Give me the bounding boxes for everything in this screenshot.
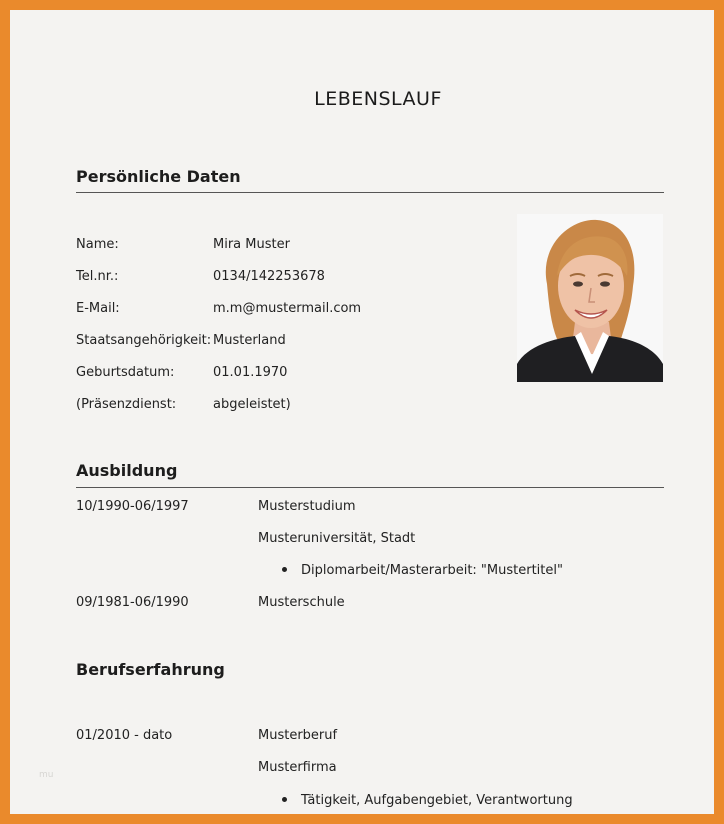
- bullet-text: Diplomarbeit/Masterarbeit: "Mustertitel": [301, 563, 563, 578]
- section-rule-personal: [76, 192, 664, 193]
- field-label: Geburtsdatum:: [76, 365, 175, 380]
- entry-line: Musteruniversität, Stadt: [258, 531, 416, 546]
- field-value: Musterland: [213, 333, 286, 348]
- field-label: Staatsangehörigkeit:: [76, 333, 212, 348]
- education-entry-1-bullet: [282, 563, 563, 578]
- bullet-icon: [282, 797, 287, 802]
- field-label: E-Mail:: [76, 301, 120, 316]
- field-label: Tel.nr.:: [76, 269, 119, 284]
- field-value: abgeleistet): [213, 397, 291, 412]
- field-value: Mira Muster: [213, 237, 290, 252]
- entry-date: 01/2010 - dato: [76, 728, 173, 743]
- field-label: (Präsenzdienst:: [76, 397, 177, 412]
- entry-line: Musterstudium: [258, 499, 356, 514]
- bullet-text: Tätigkeit, Aufgabengebiet, Verantwortung: [301, 793, 573, 808]
- entry-date: 10/1990-06/1997: [76, 499, 189, 514]
- field-value: 0134/142253678: [213, 269, 325, 284]
- field-value: m.m@mustermail.com: [213, 301, 362, 316]
- entry-line: Musterberuf: [258, 728, 338, 743]
- document-title: LEBENSLAUF: [314, 88, 442, 110]
- portrait-illustration: [517, 214, 663, 382]
- section-rule-education: [76, 487, 664, 488]
- cv-page: [10, 10, 714, 814]
- field-value: 01.01.1970: [213, 365, 288, 380]
- portrait-photo: [517, 214, 663, 382]
- watermark: mu: [39, 770, 54, 780]
- experience-entry-1-bullet: [282, 793, 573, 808]
- section-heading-personal: Persönliche Daten: [76, 167, 241, 186]
- section-heading-experience: Berufserfahrung: [76, 660, 225, 679]
- section-heading-education: Ausbildung: [76, 461, 178, 480]
- field-label: Name:: [76, 237, 119, 252]
- entry-line: Musterfirma: [258, 760, 337, 775]
- entry-date: 09/1981-06/1990: [76, 595, 189, 610]
- bullet-icon: [282, 567, 287, 572]
- entry-line: Musterschule: [258, 595, 345, 610]
